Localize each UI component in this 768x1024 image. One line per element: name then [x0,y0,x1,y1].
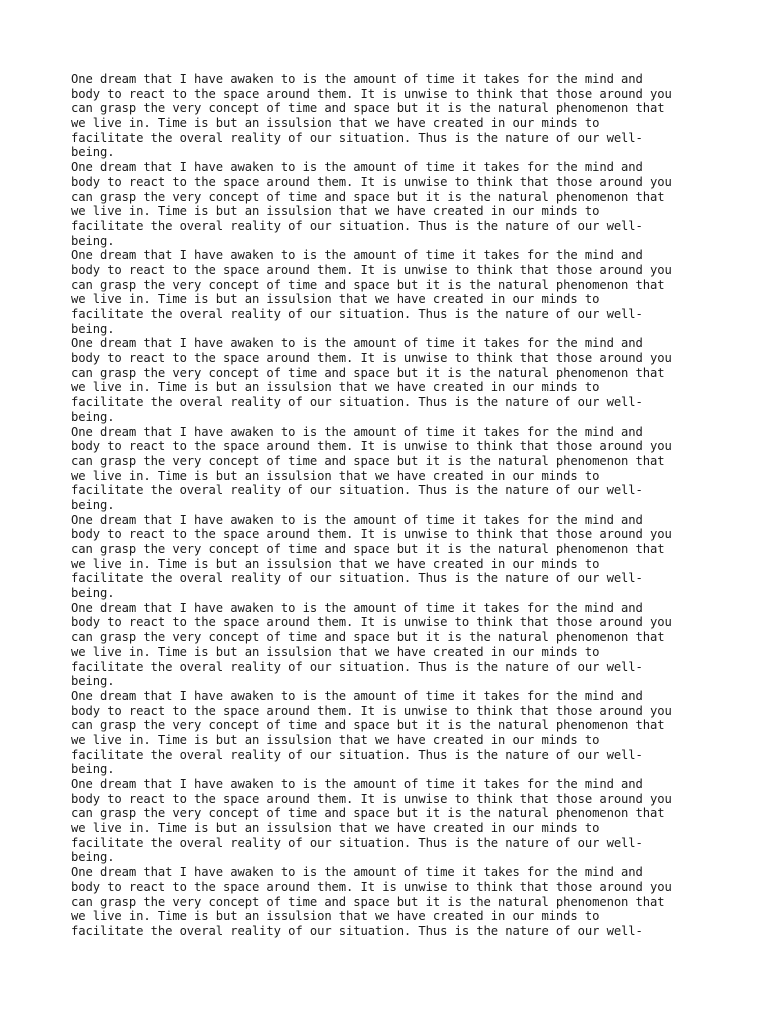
text-line: body to react to the space around them. It is unwise to think that those around you [71,351,672,366]
text-line: facilitate the overal reality of our situation. Thus is the nature of our well- [71,571,643,586]
text-line: facilitate the overal reality of our situation. Thus is the nature of our well- [71,835,643,850]
text-line: we live in. Time is but an issulsion that we have created in our minds to [71,380,600,395]
body-text [71,72,711,939]
text-line: One dream that I have awaken to is the amount of time it takes for the mind and [71,600,643,615]
text-line: we live in. Time is but an issulsion that we have created in our minds to [71,821,600,836]
text-line: can grasp the very concept of time and space but it is the natural phenomenon that [71,365,665,380]
text-line: body to react to the space around them. It is unwise to think that those around you [71,879,672,894]
text-line: facilitate the overal reality of our situation. Thus is the nature of our well- [71,307,643,321]
text-line: One dream that I have awaken to is the amount of time it takes for the mind and [71,688,643,703]
text-line: we live in. Time is but an issulsion that we have created in our minds to [71,909,600,924]
text-line: One dream that I have awaken to is the amount of time it takes for the mind and [71,512,643,527]
text-line: we live in. Time is but an issulsion that we have created in our minds to [71,116,600,131]
text-line: being. [71,233,115,248]
text-line: we live in. Time is but an issulsion that we have created in our minds to [71,204,600,219]
text-line: body to react to the space around them. It is unwise to think that those around you [71,262,672,277]
text-line: facilitate the overal reality of our situation. Thus is the nature of our well- [71,395,643,410]
text-line: facilitate the overal reality of our situation. Thus is the nature of our well- [71,923,643,938]
text-line: One dream that I have awaken to is the amount of time it takes for the mind and [71,424,643,439]
text-line: facilitate the overal reality of our situation. Thus is the nature of our well- [71,747,643,762]
text-line: body to react to the space around them. It is unwise to think that those around you [71,703,672,718]
text-line: can grasp the very concept of time and space but it is the natural phenomenon that [71,630,665,645]
text-line: being. [71,409,115,424]
text-line: body to react to the space around them. It is unwise to think that those around you [71,174,672,189]
text-line: we live in. Time is but an issulsion that we have created in our minds to [71,468,600,483]
text-line: can grasp the very concept of time and space but it is the natural phenomenon that [71,101,665,116]
text-line: One dream that I have awaken to is the amount of time it takes for the mind and [71,248,643,263]
text-line: can grasp the very concept of time and space but it is the natural phenomenon that [71,542,665,556]
text-line: One dream that I have awaken to is the amount of time it takes for the mind and [71,160,643,175]
text-line: facilitate the overal reality of our situation. Thus is the nature of our well- [71,130,643,145]
text-line: being. [71,850,115,865]
text-line: can grasp the very concept of time and space but it is the natural phenomenon that [71,894,665,909]
text-line: being. [71,586,115,601]
text-line: can grasp the very concept of time and space but it is the natural phenomenon that [71,806,665,821]
text-line: body to react to the space around them. It is unwise to think that those around you [71,527,672,542]
text-line: facilitate the overal reality of our situation. Thus is the nature of our well- [71,659,643,674]
text-line: facilitate the overal reality of our situation. Thus is the nature of our well- [71,483,643,498]
text-line: One dream that I have awaken to is the amount of time it takes for the mind and [71,777,643,791]
text-line: we live in. Time is but an issulsion that we have created in our minds to [71,556,600,571]
text-line: we live in. Time is but an issulsion that we have created in our minds to [71,292,600,307]
text-line: can grasp the very concept of time and space but it is the natural phenomenon that [71,453,665,468]
text-line: being. [71,145,115,160]
text-line: One dream that I have awaken to is the amount of time it takes for the mind and [71,336,643,351]
text-line: can grasp the very concept of time and space but it is the natural phenomenon that [71,277,665,292]
text-line: being. [71,762,115,777]
text-line: body to react to the space around them. It is unwise to think that those around you [71,791,672,806]
text-line: being. [71,674,115,689]
text-line: One dream that I have awaken to is the amount of time it takes for the mind and [71,72,643,86]
text-line: we live in. Time is but an issulsion that we have created in our minds to [71,644,600,659]
text-line: being. [71,321,115,336]
text-line: facilitate the overal reality of our situation. Thus is the nature of our well- [71,218,643,233]
text-line: being. [71,497,115,512]
text-line: we live in. Time is but an issulsion that we have created in our minds to [71,732,600,747]
text-line: body to react to the space around them. It is unwise to think that those around you [71,439,672,454]
text-line: can grasp the very concept of time and space but it is the natural phenomenon that [71,189,665,204]
text-line: body to react to the space around them. It is unwise to think that those around you [71,615,672,630]
text-line: One dream that I have awaken to is the amount of time it takes for the mind and [71,865,643,880]
text-line: body to react to the space around them. It is unwise to think that those around you [71,86,672,101]
text-line: can grasp the very concept of time and space but it is the natural phenomenon that [71,718,665,733]
